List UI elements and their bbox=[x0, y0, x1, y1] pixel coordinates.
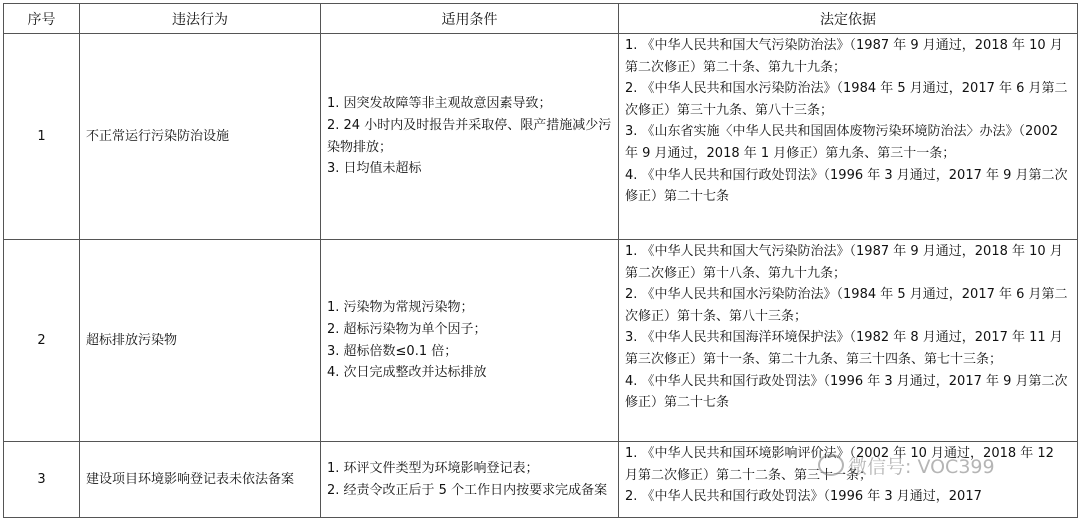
violation-text: 建设项目环境影响登记表未依法备案 bbox=[80, 442, 321, 518]
law-item: 1. 《中华人民共和国大气污染防治法》（1987 年 9 月通过，2018 年 10 月第二次修正）第十八条、第九十九条； bbox=[625, 244, 1063, 281]
table-row bbox=[4, 34, 1078, 240]
condition-item: 2. 超标污染物为单个因子； bbox=[327, 321, 487, 337]
condition-item: 4. 次日完成整改并达标排放 bbox=[327, 365, 487, 381]
conditions-cell bbox=[321, 34, 619, 240]
row-number: 1 bbox=[4, 34, 80, 240]
legal-basis-cell bbox=[619, 34, 1078, 240]
law-item: 3. 《中华人民共和国海洋环境保护法》（1982 年 8 月通过，2017 年 11 月第三次修正）第十一条、第二十九条、第三十四条、第七十三条； bbox=[625, 330, 1063, 367]
condition-item: 1. 污染物为常规污染物； bbox=[327, 300, 474, 316]
law-item: 2. 《中华人民共和国行政处罚法》（1996 年 3 月通过，2017 bbox=[625, 489, 982, 505]
legal-basis-cell bbox=[619, 240, 1078, 442]
watermark-text: 微信号: VOC399 bbox=[848, 456, 995, 478]
legal-basis-table bbox=[3, 3, 1078, 518]
header-conditions: 适用条件 bbox=[321, 4, 619, 34]
law-item: 1. 《中华人民共和国大气污染防治法》（1987 年 9 月通过，2018 年 10 月第二次修正）第二十条、第九十九条； bbox=[625, 38, 1063, 75]
law-item: 2. 《中华人民共和国水污染防治法》（1984 年 5 月通过，2017 年 6 月第二次修正）第三十九条、第八十三条； bbox=[625, 81, 1068, 118]
header-violation: 违法行为 bbox=[80, 4, 321, 34]
row-number: 2 bbox=[4, 240, 80, 442]
table-row bbox=[4, 240, 1078, 442]
header-no: 序号 bbox=[4, 4, 80, 34]
header-legal-basis: 法定依据 bbox=[619, 4, 1078, 34]
law-item: 4. 《中华人民共和国行政处罚法》（1996 年 3 月通过，2017 年 9 月第二次修正）第二十七条 bbox=[625, 373, 1068, 411]
condition-item: 1. 环评文件类型为环境影响登记表； bbox=[327, 460, 539, 476]
law-item: 2. 《中华人民共和国水污染防治法》（1984 年 5 月通过，2017 年 6 月第二次修正）第十条、第八十三条； bbox=[625, 287, 1068, 324]
violation-text: 超标排放污染物 bbox=[80, 240, 321, 442]
condition-item: 2. 经责令改正后于 5 个工作日内按要求完成备案 bbox=[327, 482, 608, 498]
law-item: 3. 《山东省实施〈中华人民共和国固体废物污染环境防治法〉办法》（2002 年 9 月通过，2018 年 1 月修正）第九条、第三十一条； bbox=[625, 124, 1059, 161]
conditions-cell bbox=[321, 240, 619, 442]
table-row bbox=[4, 442, 1078, 518]
condition-item: 1. 因突发故障等非主观故意因素导致； bbox=[327, 96, 552, 112]
law-item: 1. 《中华人民共和国环境影响评价法》（2002 年 10 月通过，2018 年 12 月第二次修正）第二十二条、第三十一条； bbox=[625, 446, 1054, 483]
law-item: 4. 《中华人民共和国行政处罚法》（1996 年 3 月通过，2017 年 9 月第二次修正）第二十七条 bbox=[625, 167, 1068, 205]
condition-item: 3. 超标倍数≤0.1 倍； bbox=[327, 343, 458, 359]
violation-text: 不正常运行污染防治设施 bbox=[80, 34, 321, 240]
row-number: 3 bbox=[4, 442, 80, 518]
conditions-cell bbox=[321, 442, 619, 518]
legal-basis-cell bbox=[619, 442, 1078, 518]
condition-item: 3. 日均值未超标 bbox=[327, 161, 422, 177]
table-header-row bbox=[4, 4, 1078, 34]
condition-item: 2. 24 小时内及时报告并采取停、限产措施减少污染物排放； bbox=[327, 117, 612, 155]
